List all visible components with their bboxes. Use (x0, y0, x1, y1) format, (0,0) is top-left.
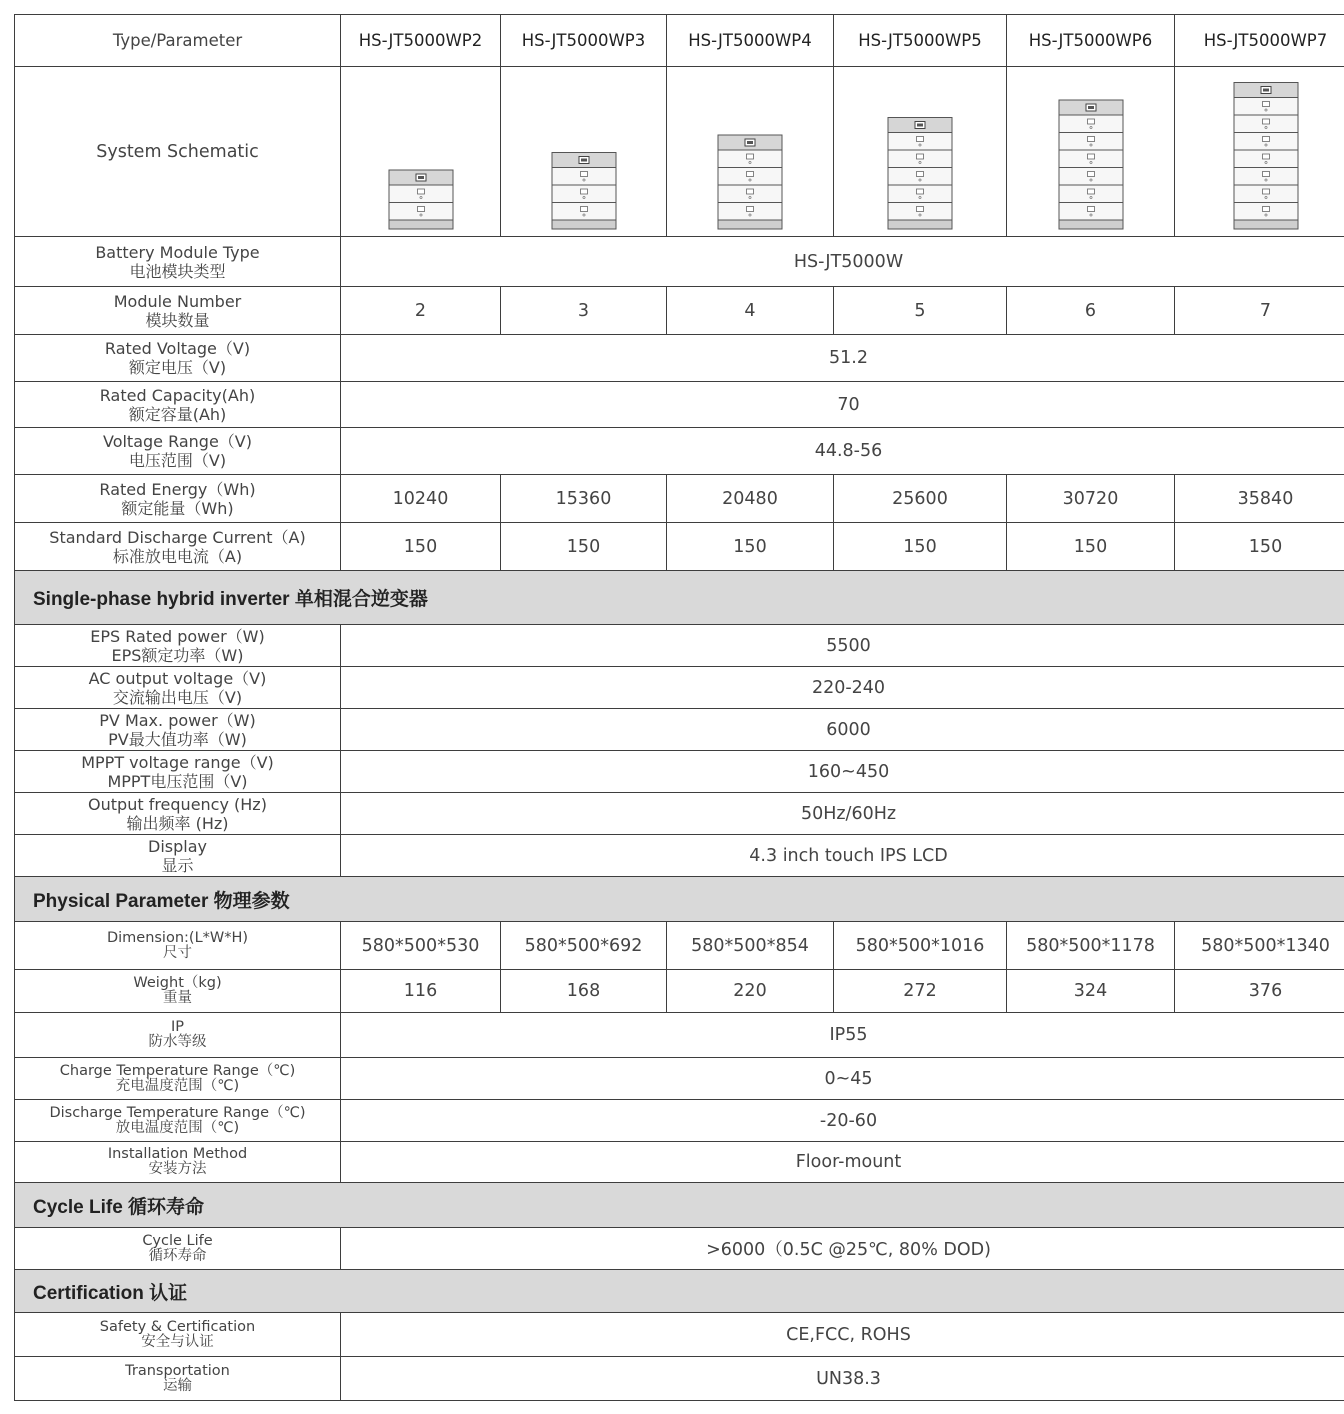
cell-value: 168 (501, 970, 667, 1013)
row-label-en: Installation Method (107, 1146, 248, 1162)
table-row (15, 1013, 1344, 1058)
cell-value: 150 (341, 523, 501, 571)
cell-value: 6 (1007, 287, 1175, 335)
cell-value: 10240 (341, 475, 501, 523)
cell-value: 15360 (501, 475, 667, 523)
row-value: >6000（0.5C @25℃, 80% DOD) (341, 1228, 1344, 1270)
screen-glyph (418, 176, 424, 179)
model-name: HS-JT5000WP6 (1007, 15, 1175, 67)
model-name: HS-JT5000WP4 (667, 15, 834, 67)
row-label-cn: 额定能量（Wh) (121, 498, 234, 518)
battery-stack-svg (388, 67, 454, 233)
row-label-en: Weight（kg) (133, 975, 222, 991)
table-row (15, 793, 1344, 835)
table-row (15, 922, 1344, 970)
cell-value: 116 (341, 970, 501, 1013)
section-title: Certification 认证 (15, 1270, 1344, 1313)
table-row (15, 709, 1344, 751)
cell-value: 5 (834, 287, 1007, 335)
cell-value: 3 (501, 287, 667, 335)
schematic-row (15, 67, 1344, 237)
table-row (15, 237, 1344, 287)
table-row (15, 1228, 1344, 1270)
table-row (15, 382, 1344, 428)
table-row (15, 287, 1344, 335)
row-value: 50Hz/60Hz (341, 793, 1344, 835)
module-port-icon (1262, 119, 1269, 124)
module-port-icon (1262, 102, 1269, 107)
row-value: 6000 (341, 709, 1344, 751)
row-label-cn: 显示 (161, 855, 194, 875)
module-port-icon (1087, 137, 1094, 142)
model-name: HS-JT5000WP5 (834, 15, 1007, 67)
row-label-cn: 运输 (163, 1377, 192, 1394)
model-name: HS-JT5000WP3 (501, 15, 667, 67)
battery-stack-svg (1233, 67, 1299, 233)
cell-value: 20480 (667, 475, 834, 523)
module-port-icon (580, 172, 587, 177)
cell-value: 580*500*854 (667, 922, 834, 970)
row-value: 5500 (341, 625, 1344, 667)
row-value: Floor-mount (341, 1142, 1344, 1183)
cell-value: 580*500*1340 (1175, 922, 1344, 970)
row-label-cn: 标准放电电流（A) (112, 546, 243, 566)
row-value: 160~450 (341, 751, 1344, 793)
row-value: 0~45 (341, 1058, 1344, 1100)
cell-value: 4 (667, 287, 834, 335)
stack-base (888, 220, 952, 229)
cell-value: 150 (501, 523, 667, 571)
row-label-en: Rated Voltage（V) (104, 339, 251, 358)
module-port-icon (417, 189, 424, 194)
row-label-en: PV Max. power（W) (99, 710, 256, 730)
cell-value: 7 (1175, 287, 1344, 335)
table-row (15, 835, 1344, 877)
screen-glyph (1088, 106, 1094, 109)
module-port-icon (1087, 207, 1094, 212)
row-label-en: Discharge Temperature Range（℃) (49, 1104, 306, 1121)
table-row (15, 335, 1344, 382)
cell-value: 580*500*530 (341, 922, 501, 970)
stack-base (1059, 220, 1123, 229)
cell-value: 220 (667, 970, 834, 1013)
row-label-en: Display (148, 836, 207, 856)
module-port-icon (917, 189, 924, 194)
battery-stack-image (341, 67, 501, 237)
row-label-en: Cycle Life (142, 1232, 213, 1249)
row-label-en: Rated Capacity(Ah) (99, 385, 256, 405)
screen-glyph (917, 124, 923, 127)
row-value: 4.3 inch touch IPS LCD (341, 835, 1344, 877)
cell-value: 2 (341, 287, 501, 335)
row-label-en: Transportation (125, 1362, 230, 1379)
module-port-icon (1087, 172, 1094, 177)
module-port-icon (747, 207, 754, 212)
cell-value: 324 (1007, 970, 1175, 1013)
module-port-icon (747, 172, 754, 177)
table-row (15, 428, 1344, 475)
cell-value: 35840 (1175, 475, 1344, 523)
row-label-en: Output frequency (Hz) (88, 794, 267, 814)
module-port-icon (1262, 207, 1269, 212)
section-title: Cycle Life 循环寿命 (15, 1183, 1344, 1228)
row-value: -20-60 (341, 1100, 1344, 1142)
header-row (15, 15, 1344, 67)
module-port-icon (417, 207, 424, 212)
battery-stack-svg (717, 67, 783, 233)
row-value: UN38.3 (341, 1357, 1344, 1401)
battery-stack-image (1175, 67, 1344, 237)
cell-value: 150 (667, 523, 834, 571)
table-row (15, 1100, 1344, 1142)
table-row (15, 667, 1344, 709)
row-label-cn: 防水等级 (148, 1034, 207, 1050)
row-label-en: Voltage Range（V) (102, 432, 252, 451)
row-label-cn: 交流输出电压（V) (112, 687, 243, 707)
screen-glyph (581, 159, 587, 162)
module-port-icon (747, 189, 754, 194)
cell-value: 580*500*692 (501, 922, 667, 970)
table-row (15, 970, 1344, 1013)
row-label-en: Battery Module Type (95, 242, 260, 262)
cell-value: 30720 (1007, 475, 1175, 523)
module-port-icon (917, 137, 924, 142)
table-row (15, 1357, 1344, 1401)
cell-value: 580*500*1016 (834, 922, 1007, 970)
stack-base (552, 220, 616, 229)
row-value: 44.8-56 (341, 428, 1344, 475)
module-port-icon (1262, 172, 1269, 177)
row-label-cn: 重量 (163, 990, 192, 1006)
row-label-cn: MPPT电压范围（V) (107, 771, 248, 791)
row-label-cn: 额定电压（V) (128, 358, 227, 377)
module-port-icon (580, 207, 587, 212)
battery-stack-image (1007, 67, 1175, 237)
row-label-cn: 循环寿命 (148, 1247, 207, 1264)
module-port-icon (1087, 154, 1094, 159)
section-row (15, 571, 1344, 625)
row-label-cn: 安全与认证 (141, 1333, 214, 1350)
row-label-cn: 放电温度范围（℃) (115, 1119, 240, 1136)
row-label-cn: 安装方法 (148, 1161, 207, 1177)
table-row (15, 751, 1344, 793)
row-label-en: Standard Discharge Current（A) (49, 527, 306, 547)
battery-stack-image (501, 67, 667, 237)
stack-base (718, 220, 782, 229)
cell-value: 580*500*1178 (1007, 922, 1175, 970)
model-name: HS-JT5000WP2 (341, 15, 501, 67)
battery-stack-image (667, 67, 834, 237)
model-name: HS-JT5000WP7 (1175, 15, 1344, 67)
table-row (15, 625, 1344, 667)
row-label-cn: 尺寸 (163, 944, 192, 961)
row-label-cn: 模块数量 (145, 310, 210, 330)
table-row (15, 1313, 1344, 1357)
row-label-en: IP (170, 1019, 185, 1035)
schematic-label: System Schematic (15, 67, 341, 237)
module-port-icon (917, 207, 924, 212)
module-port-icon (917, 172, 924, 177)
module-port-icon (1262, 137, 1269, 142)
cell-value: 272 (834, 970, 1007, 1013)
row-label-en: MPPT voltage range（V) (81, 752, 274, 772)
battery-stack-image (834, 67, 1007, 237)
module-port-icon (747, 154, 754, 159)
section-row (15, 877, 1344, 922)
row-value: 70 (341, 382, 1344, 428)
row-value: 51.2 (341, 335, 1344, 382)
battery-stack-svg (551, 67, 617, 233)
table-row (15, 1142, 1344, 1183)
screen-glyph (1263, 89, 1269, 92)
row-label-cn: 充电温度范围（℃) (115, 1077, 240, 1094)
row-label-cn: 额定容量(Ah) (128, 404, 227, 424)
module-port-icon (1087, 189, 1094, 194)
row-value: CE,FCC, ROHS (341, 1313, 1344, 1357)
section-row (15, 1183, 1344, 1228)
row-label-en: AC output voltage（V) (88, 668, 267, 688)
cell-value: 376 (1175, 970, 1344, 1013)
section-row (15, 1270, 1344, 1313)
row-label-en: Safety & Certification (99, 1318, 256, 1335)
screen-glyph (747, 141, 753, 144)
cell-value: 150 (834, 523, 1007, 571)
row-value: IP55 (341, 1013, 1344, 1058)
stack-base (389, 220, 453, 229)
module-port-icon (1087, 119, 1094, 124)
cell-value: 150 (1007, 523, 1175, 571)
row-label-en: Rated Energy（Wh) (99, 479, 256, 499)
row-label-cn: EPS额定功率（W) (111, 645, 244, 665)
row-value: HS-JT5000W (341, 237, 1344, 287)
stack-base (1234, 220, 1298, 229)
section-title: Single-phase hybrid inverter 单相混合逆变器 (15, 571, 1344, 625)
cell-value: 150 (1175, 523, 1344, 571)
spec-table (14, 14, 1344, 1401)
module-port-icon (917, 154, 924, 159)
row-label-en: Charge Temperature Range（℃) (59, 1062, 296, 1079)
row-label-cn: PV最大值功率（W) (108, 729, 247, 749)
cell-value: 25600 (834, 475, 1007, 523)
battery-stack-svg (1058, 67, 1124, 233)
row-value: 220-240 (341, 667, 1344, 709)
header-label: Type/Parameter (15, 15, 341, 67)
table-row (15, 1058, 1344, 1100)
row-label-en: Dimension:(L*W*H) (106, 929, 249, 946)
row-label-cn: 电压范围（V) (128, 451, 227, 470)
table-row (15, 475, 1344, 523)
row-label-cn: 电池模块类型 (129, 261, 226, 281)
row-label-en: EPS Rated power（W) (90, 626, 265, 646)
module-port-icon (1262, 154, 1269, 159)
module-port-icon (580, 189, 587, 194)
row-label-cn: 输出频率 (Hz) (126, 813, 229, 833)
module-port-icon (1262, 189, 1269, 194)
table-row (15, 523, 1344, 571)
battery-stack-svg (887, 67, 953, 233)
row-label-en: Module Number (113, 291, 242, 311)
section-title: Physical Parameter 物理参数 (15, 877, 1344, 922)
